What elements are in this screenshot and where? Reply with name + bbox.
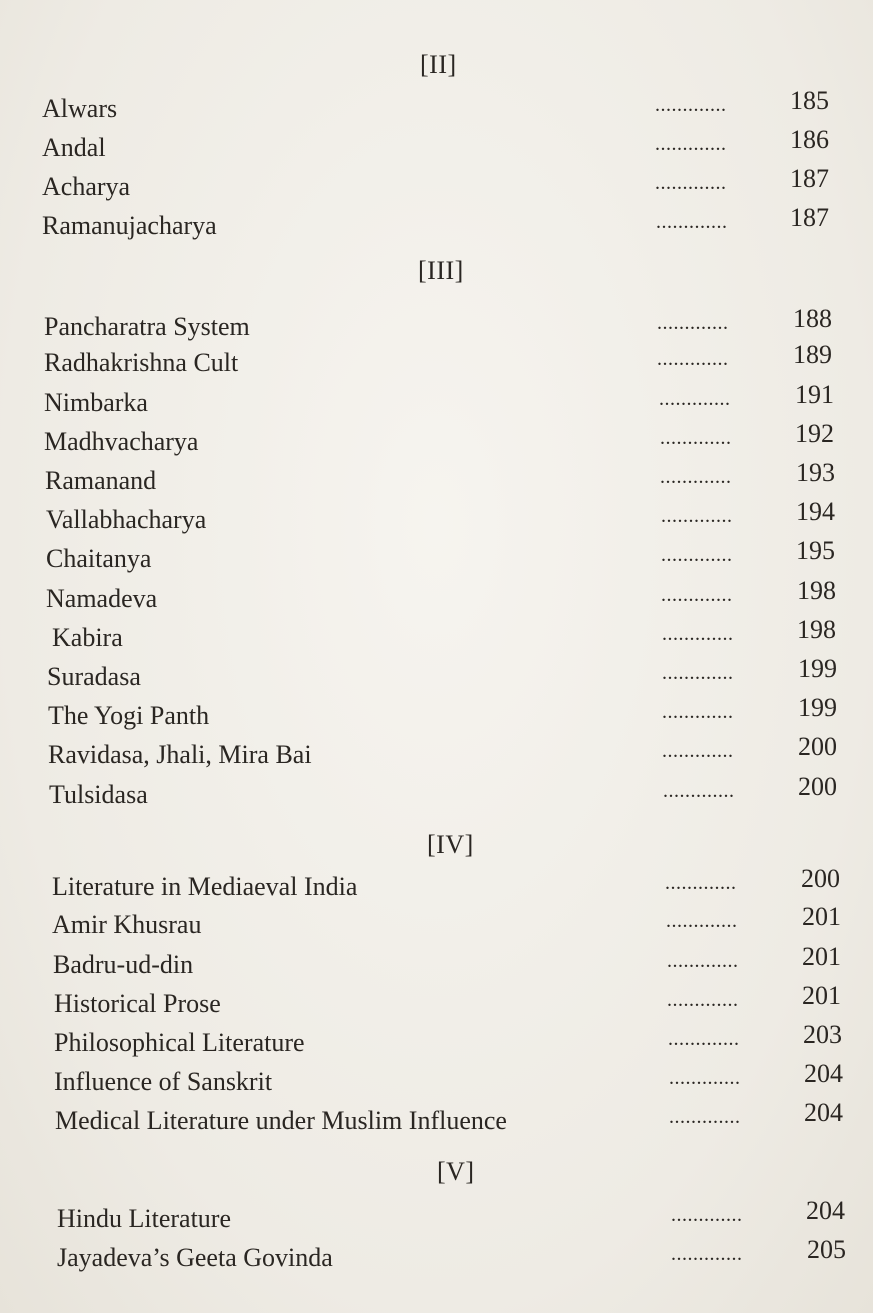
toc-entry	[49, 772, 849, 813]
toc-entry	[52, 615, 852, 656]
dot-leader: .............	[662, 623, 734, 645]
entry-title: Madhvacharya	[44, 427, 199, 456]
entry-title: Ramanand	[45, 466, 157, 495]
dot-leader: .............	[667, 989, 739, 1011]
page-number: 204	[804, 1098, 843, 1127]
page-number: 198	[797, 615, 836, 644]
toc-entry	[57, 1235, 857, 1276]
entry-title: Amir Khusrau	[52, 910, 202, 939]
entry-title: Radhakrishna Cult	[44, 348, 239, 377]
toc-entry	[46, 497, 846, 538]
entry-title: Ravidasa, Jhali, Mira Bai	[48, 740, 312, 769]
toc-entry	[46, 536, 846, 577]
dot-leader: .............	[669, 1067, 741, 1089]
page-number: 205	[807, 1235, 846, 1264]
entry-title: Tulsidasa	[49, 780, 148, 809]
dot-leader: .............	[663, 780, 735, 802]
dot-leader: .............	[655, 133, 727, 155]
entry-title: Andal	[42, 133, 106, 162]
entry-title: Medical Literature under Muslim Influence	[55, 1106, 507, 1135]
page-number: 193	[796, 458, 835, 487]
toc-entry	[42, 86, 842, 127]
section-heading-iv: [IV]	[427, 830, 474, 859]
page-number: 195	[796, 536, 835, 565]
dot-leader: .............	[669, 1106, 741, 1128]
page-number: 194	[796, 497, 835, 526]
dot-leader: .............	[661, 544, 733, 566]
page-number: 192	[795, 419, 834, 448]
page-number: 187	[790, 203, 829, 232]
entry-title: Pancharatra System	[44, 312, 250, 341]
toc-entry	[48, 732, 848, 773]
page-number: 200	[798, 732, 837, 761]
entry-title: Influence of Sanskrit	[54, 1067, 273, 1096]
toc-entry	[42, 125, 842, 166]
entry-title: Suradasa	[47, 662, 141, 691]
dot-leader: .............	[671, 1204, 743, 1226]
dot-leader: .............	[667, 950, 739, 972]
entry-title: Badru-ud-din	[53, 950, 194, 979]
page-number: 191	[795, 380, 834, 409]
toc-entry	[42, 203, 842, 244]
entry-title: Kabira	[52, 623, 123, 652]
entry-title: Chaitanya	[46, 544, 152, 573]
dot-leader: .............	[671, 1243, 743, 1265]
toc-entry	[47, 654, 847, 695]
page-number: 200	[798, 772, 837, 801]
toc-entry	[44, 340, 844, 381]
page-number: 204	[806, 1196, 845, 1225]
page-number: 201	[802, 902, 841, 931]
dot-leader: .............	[668, 1028, 740, 1050]
page-number: 188	[793, 304, 832, 333]
section-heading-ii: [II]	[420, 50, 457, 79]
page-number: 199	[798, 654, 837, 683]
dot-leader: .............	[660, 427, 732, 449]
page-number: 201	[802, 942, 841, 971]
toc-entry	[57, 1196, 857, 1237]
dot-leader: .............	[655, 172, 727, 194]
entry-title: Hindu Literature	[57, 1204, 231, 1233]
entry-title: The Yogi Panth	[48, 701, 210, 730]
page-number: 189	[793, 340, 832, 369]
toc-entry	[45, 458, 845, 499]
entry-title: Nimbarka	[44, 388, 148, 417]
page-number: 199	[798, 693, 837, 722]
section-heading-iii: [III]	[418, 256, 464, 285]
entry-title: Alwars	[42, 94, 118, 123]
page-number: 204	[804, 1059, 843, 1088]
dot-leader: .............	[665, 872, 737, 894]
dot-leader: .............	[661, 584, 733, 606]
dot-leader: .............	[657, 348, 729, 370]
toc-entry	[46, 576, 846, 617]
entry-title: Ramanujacharya	[42, 211, 217, 240]
toc-entry	[54, 1059, 854, 1100]
page-number: 186	[790, 125, 829, 154]
toc-entry	[44, 380, 844, 421]
dot-leader: .............	[655, 94, 727, 116]
entry-title: Philosophical Literature	[54, 1028, 305, 1057]
dot-leader: .............	[662, 740, 734, 762]
dot-leader: .............	[656, 211, 728, 233]
toc-entry	[54, 1020, 854, 1061]
toc-entry	[44, 419, 844, 460]
toc-entry	[48, 693, 848, 734]
toc-entry	[52, 902, 852, 943]
entry-title: Vallabhacharya	[46, 505, 207, 534]
toc-entry	[44, 304, 844, 345]
entry-title: Literature in Mediaeval India	[52, 872, 358, 901]
toc-entry	[53, 942, 853, 983]
entry-title: Acharya	[42, 172, 131, 201]
dot-leader: .............	[666, 910, 738, 932]
page-number: 198	[797, 576, 836, 605]
page-number: 203	[803, 1020, 842, 1049]
toc-entry	[52, 864, 852, 905]
section-heading-v: [V]	[437, 1157, 475, 1186]
entry-title: Historical Prose	[54, 989, 221, 1018]
entry-title: Namadeva	[46, 584, 158, 613]
dot-leader: .............	[660, 466, 732, 488]
page-number: 200	[801, 864, 840, 893]
toc-entry	[55, 1098, 855, 1139]
dot-leader: .............	[657, 312, 729, 334]
dot-leader: .............	[659, 388, 731, 410]
page-number: 185	[790, 86, 829, 115]
page-number: 201	[802, 981, 841, 1010]
dot-leader: .............	[662, 662, 734, 684]
toc-entry	[54, 981, 854, 1022]
entry-title: Jayadeva’s Geeta Govinda	[57, 1243, 333, 1272]
toc-entry	[42, 164, 842, 205]
dot-leader: .............	[661, 505, 733, 527]
dot-leader: .............	[662, 701, 734, 723]
page-number: 187	[790, 164, 829, 193]
